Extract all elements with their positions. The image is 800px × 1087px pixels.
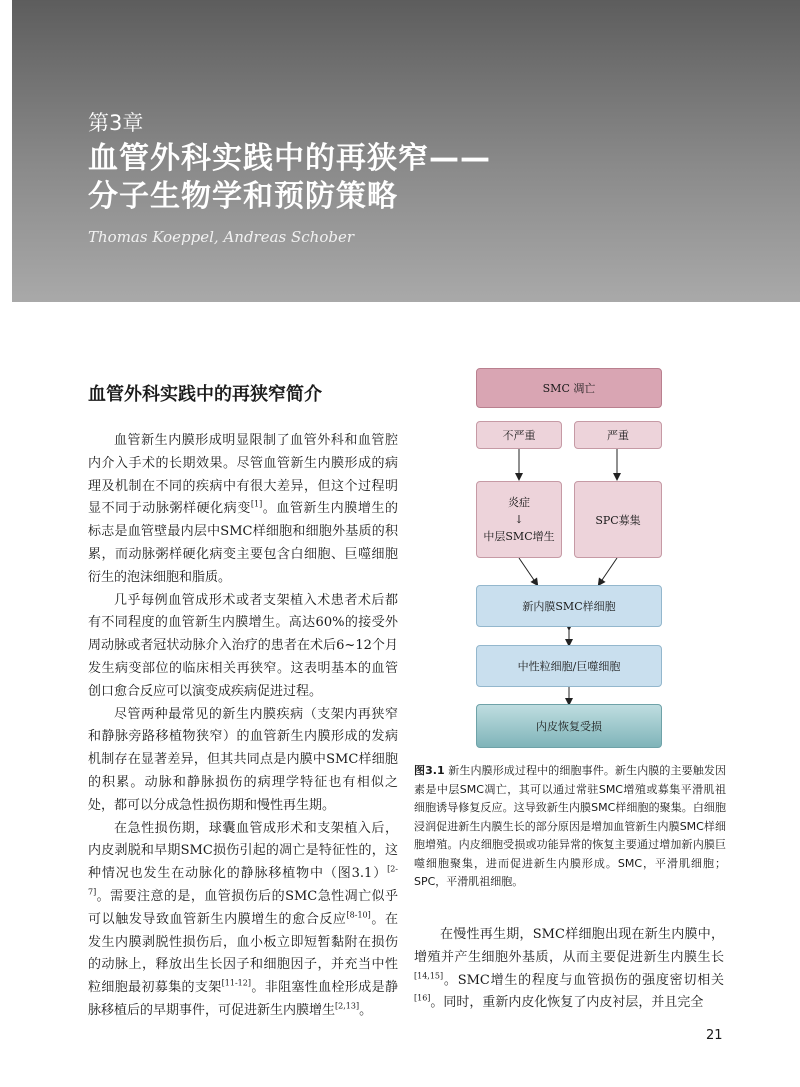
paragraph: 在急性损伤期，球囊血管成形术和支架植入后，内皮剥脱和早期SMC损伤引起的凋亡是特征性的，这种情况也发生在动脉化的静脉移植物中（图3.1）[2-7]。需要注意的是，血管损伤后的SMC急性凋亡似乎可以触发导致血管新生内膜增生的愈合反应[8-10]。在发生内膜剥脱性损伤后，血小板立即短暂黏附在损伤的动脉上，释放出生长因子和细胞因子，并充当中性粒细胞最初募集的支架[11-12]。非阻塞性血栓形成是静脉移植后的早期事件，可促进新生内膜增生[2,13]。: [88, 820, 398, 1018]
chapter-title-line2: 分子生物学和预防策略: [88, 179, 398, 214]
spc-recruitment-box: SPC募集: [574, 481, 662, 558]
left-column-text: [88, 430, 398, 1023]
paragraph: 在慢性再生期，SMC样细胞出现在新生内膜中，增殖并产生细胞外基质，从而主要促进新生内膜生长[14,15]。SMC增生的程度与血管损伤的强度密切相关[16]。同时，重新内皮化恢复了内皮衬层，并且完全: [414, 927, 724, 1011]
not-severe-box: 不严重: [476, 421, 562, 449]
caption-text: 新生内膜形成过程中的细胞事件。新生内膜的主要触发因素是中层SMC凋亡，其可以通过常驻SMC增殖或募集平滑肌祖细胞诱导修复反应。这导致新生内膜SMC样细胞的聚集。白细胞浸润促进新生内膜生长的部分原因是增加血管新生内膜SMC样细胞增殖。内皮细胞受损或功能异常的恢复主要通过增加新内膜巨噬细胞聚集，进而促进新生内膜形成。SMC，平滑肌细胞；SPC，平滑肌祖细胞。: [414, 764, 727, 888]
chapter-number: 第3章: [88, 111, 144, 135]
paragraph: 血管新生内膜形成明显限制了血管外科和血管腔内介入手术的长期效果。尽管血管新生内膜形成的病理及机制在不同的疾病中有很大差异，但这个过程明显不同于动脉粥样硬化病变[1]。血管新生内膜增生的标志是血管壁最内层中SMC样细胞和细胞外基质的积累，而动脉粥样硬化病变主要包含白细胞、巨噬细胞衍生的泡沫细胞和脂质。: [88, 433, 398, 585]
citation: [2,13]: [335, 1001, 360, 1011]
citation: [11-12]: [221, 978, 251, 988]
inflammation-proliferation-box: 炎症 ↓ 中层SMC增生: [476, 481, 562, 558]
paragraph: 几乎每例血管成形术或者支架植入术患者术后都有不同程度的血管新生内膜增生。高达60%的接受外周动脉或者冠状动脉介入治疗的患者在术后6~12个月发生病变部位的临床相关再狭窄。这表明基本的血管创口愈合反应可以演变成疾病促进过程。: [88, 592, 398, 699]
citation: [1]: [250, 500, 263, 510]
citation: [14,15]: [414, 971, 444, 981]
citation: [2-7]: [88, 864, 398, 897]
chapter-title-line1: 血管外科实践中的再狭窄——: [88, 141, 491, 176]
figure-caption: [414, 762, 726, 892]
chapter-authors: Thomas Koeppel, Andreas Schober: [88, 228, 355, 246]
citation: [16]: [414, 994, 431, 1004]
neointima-smc-box: 新内膜SMC样细胞: [476, 585, 662, 627]
smc-apoptosis-box: SMC 凋亡: [476, 368, 662, 408]
severe-box: 严重: [574, 421, 662, 449]
figure-label: 图3.1: [414, 764, 445, 777]
section-heading: 血管外科实践中的再狭窄简介: [88, 384, 322, 405]
endothelial-recovery-box: 内皮恢复受损: [476, 704, 662, 748]
right-column-text: [414, 924, 724, 1015]
neutrophil-macrophage-box: 中性粒细胞/巨噬细胞: [476, 645, 662, 687]
figure-3-1-diagram: [474, 365, 664, 750]
citation: [8-10]: [346, 910, 371, 920]
chapter-title: [88, 140, 491, 216]
paragraph: 尽管两种最常见的新生内膜疾病（支架内再狭窄和静脉旁路移植物狭窄）的血管新生内膜形成的发病机制存在显著差异，但其共同点是内膜中SMC样细胞的积累。动脉和静脉损伤的病理学特征也有相似之处，都可以分成急性损伤期和慢性再生期。: [88, 706, 398, 813]
page-number: 21: [706, 1028, 723, 1043]
